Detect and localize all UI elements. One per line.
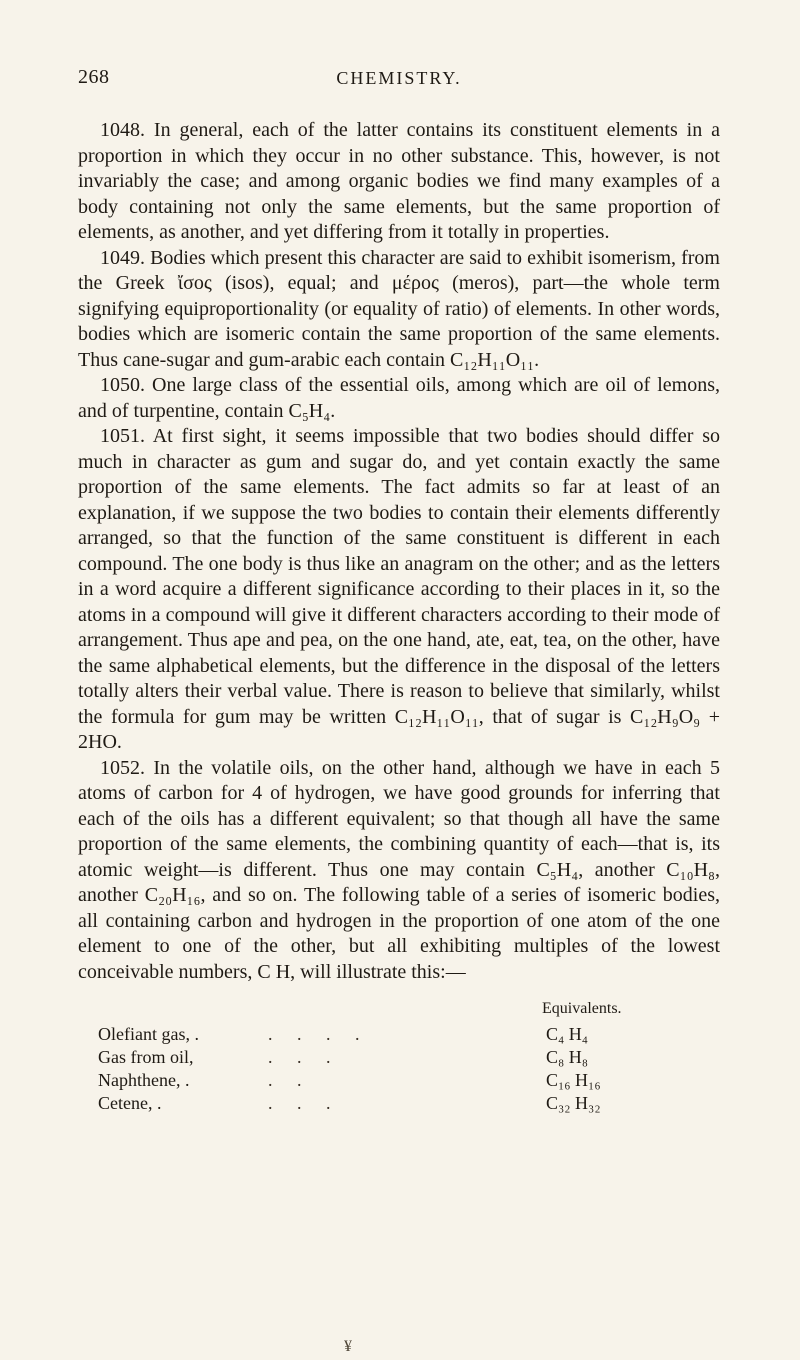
row-dots: . . .	[268, 1047, 341, 1067]
row-dots: . . . .	[268, 1024, 370, 1044]
book-page	[0, 46, 800, 1360]
table-row	[78, 1023, 720, 1046]
table-heading: Equivalents.	[542, 1000, 622, 1017]
row-name: Olefiant gas, .	[98, 1024, 199, 1044]
paragraph-1049: 1049. Bodies which present this character are said to exhibit isomerism, from the Greek ἴσος (isos), equal; and μέρος (meros), part—the whole term signifying equiproportionality (or equality of ratio) of elements. In other words, bodies which are isomeric contain the same proportion of the same elements. Thus cane-sugar and gum-arabic each contain C₁₂H₁₁O₁₁.	[78, 246, 720, 371]
paragraph-1050: 1050. One large class of the essential oils, among which are oil of lemons, and of turpentine, contain C₅H₄.	[78, 374, 720, 422]
table-row	[78, 1069, 720, 1092]
table-row	[78, 1092, 720, 1115]
row-name: Cetene, .	[98, 1093, 162, 1113]
row-dots: . . .	[268, 1093, 341, 1113]
row-formula: C₃₂ H₃₂	[546, 1093, 601, 1113]
running-title: CHEMISTRY.	[336, 68, 462, 88]
table-header	[78, 997, 720, 1023]
row-dots: . .	[268, 1070, 312, 1090]
main-text	[78, 118, 720, 985]
page-number: 268	[78, 66, 110, 88]
isomeric-table	[78, 997, 720, 1115]
footer-mark: ¥	[344, 1338, 352, 1355]
row-formula: C₄ H₄	[546, 1024, 589, 1044]
row-formula: C₁₆ H₁₆	[546, 1070, 601, 1090]
row-formula: C₈ H₈	[546, 1047, 589, 1067]
row-name: Naphthene, .	[98, 1070, 190, 1090]
paragraph-1052: 1052. In the volatile oils, on the other hand, although we have in each 5 atoms of carbon for 4 of hydrogen, we have good grounds for inferring that each of the oils has a different equivalent; so that though all have the same proportion of the same elements, the combining quantity of each—that is, its atomic weight—is different. Thus one may contain C₅H₄, another C₁₀H₈, another C₂₀H₁₆, and so on. The following table of a series of isomeric bodies, all containing carbon and hydrogen in the proportion of one atom of the one element to one of the other, but all exhibiting multiples of the lowest conceivable numbers, C H, will illustrate this:—	[78, 756, 720, 983]
paragraph-1048: 1048. In general, each of the latter contains its constituent elements in a proportion in which they occur in no other substance. This, however, is not invariably the case; and among organic bodies we find many examples of a body containing not only the same elements, but the same proportion of elements, as another, and yet differing from it totally in properties.	[78, 119, 720, 243]
paragraph-1051: 1051. At first sight, it seems impossible that two bodies should differ so much in character as gum and sugar do, and yet contain exactly the same proportion of the same elements. The fact admits so far at least of an explanation, if we suppose the two bodies to contain their elements differently arranged, so that the function of the same constituent is different in each compound. The one body is thus like an anagram on the other; and as the letters in a word acquire a different significance according to their places in it, so the atoms in a compound will give it different characters according to their mode of arrangement. Thus ape and pea, on the one hand, ate, eat, tea, on the other, have the same alphabetical elements, but the difference in the disposal of the letters totally alters their verbal value. There is reason to believe that similarly, whilst the formula for gum may be written C₁₂H₁₁O₁₁, that of sugar is C₁₂H₉O₉ + 2HO.	[78, 425, 720, 753]
row-name: Gas from oil,	[98, 1047, 194, 1067]
running-head	[78, 46, 720, 90]
table-row	[78, 1046, 720, 1069]
